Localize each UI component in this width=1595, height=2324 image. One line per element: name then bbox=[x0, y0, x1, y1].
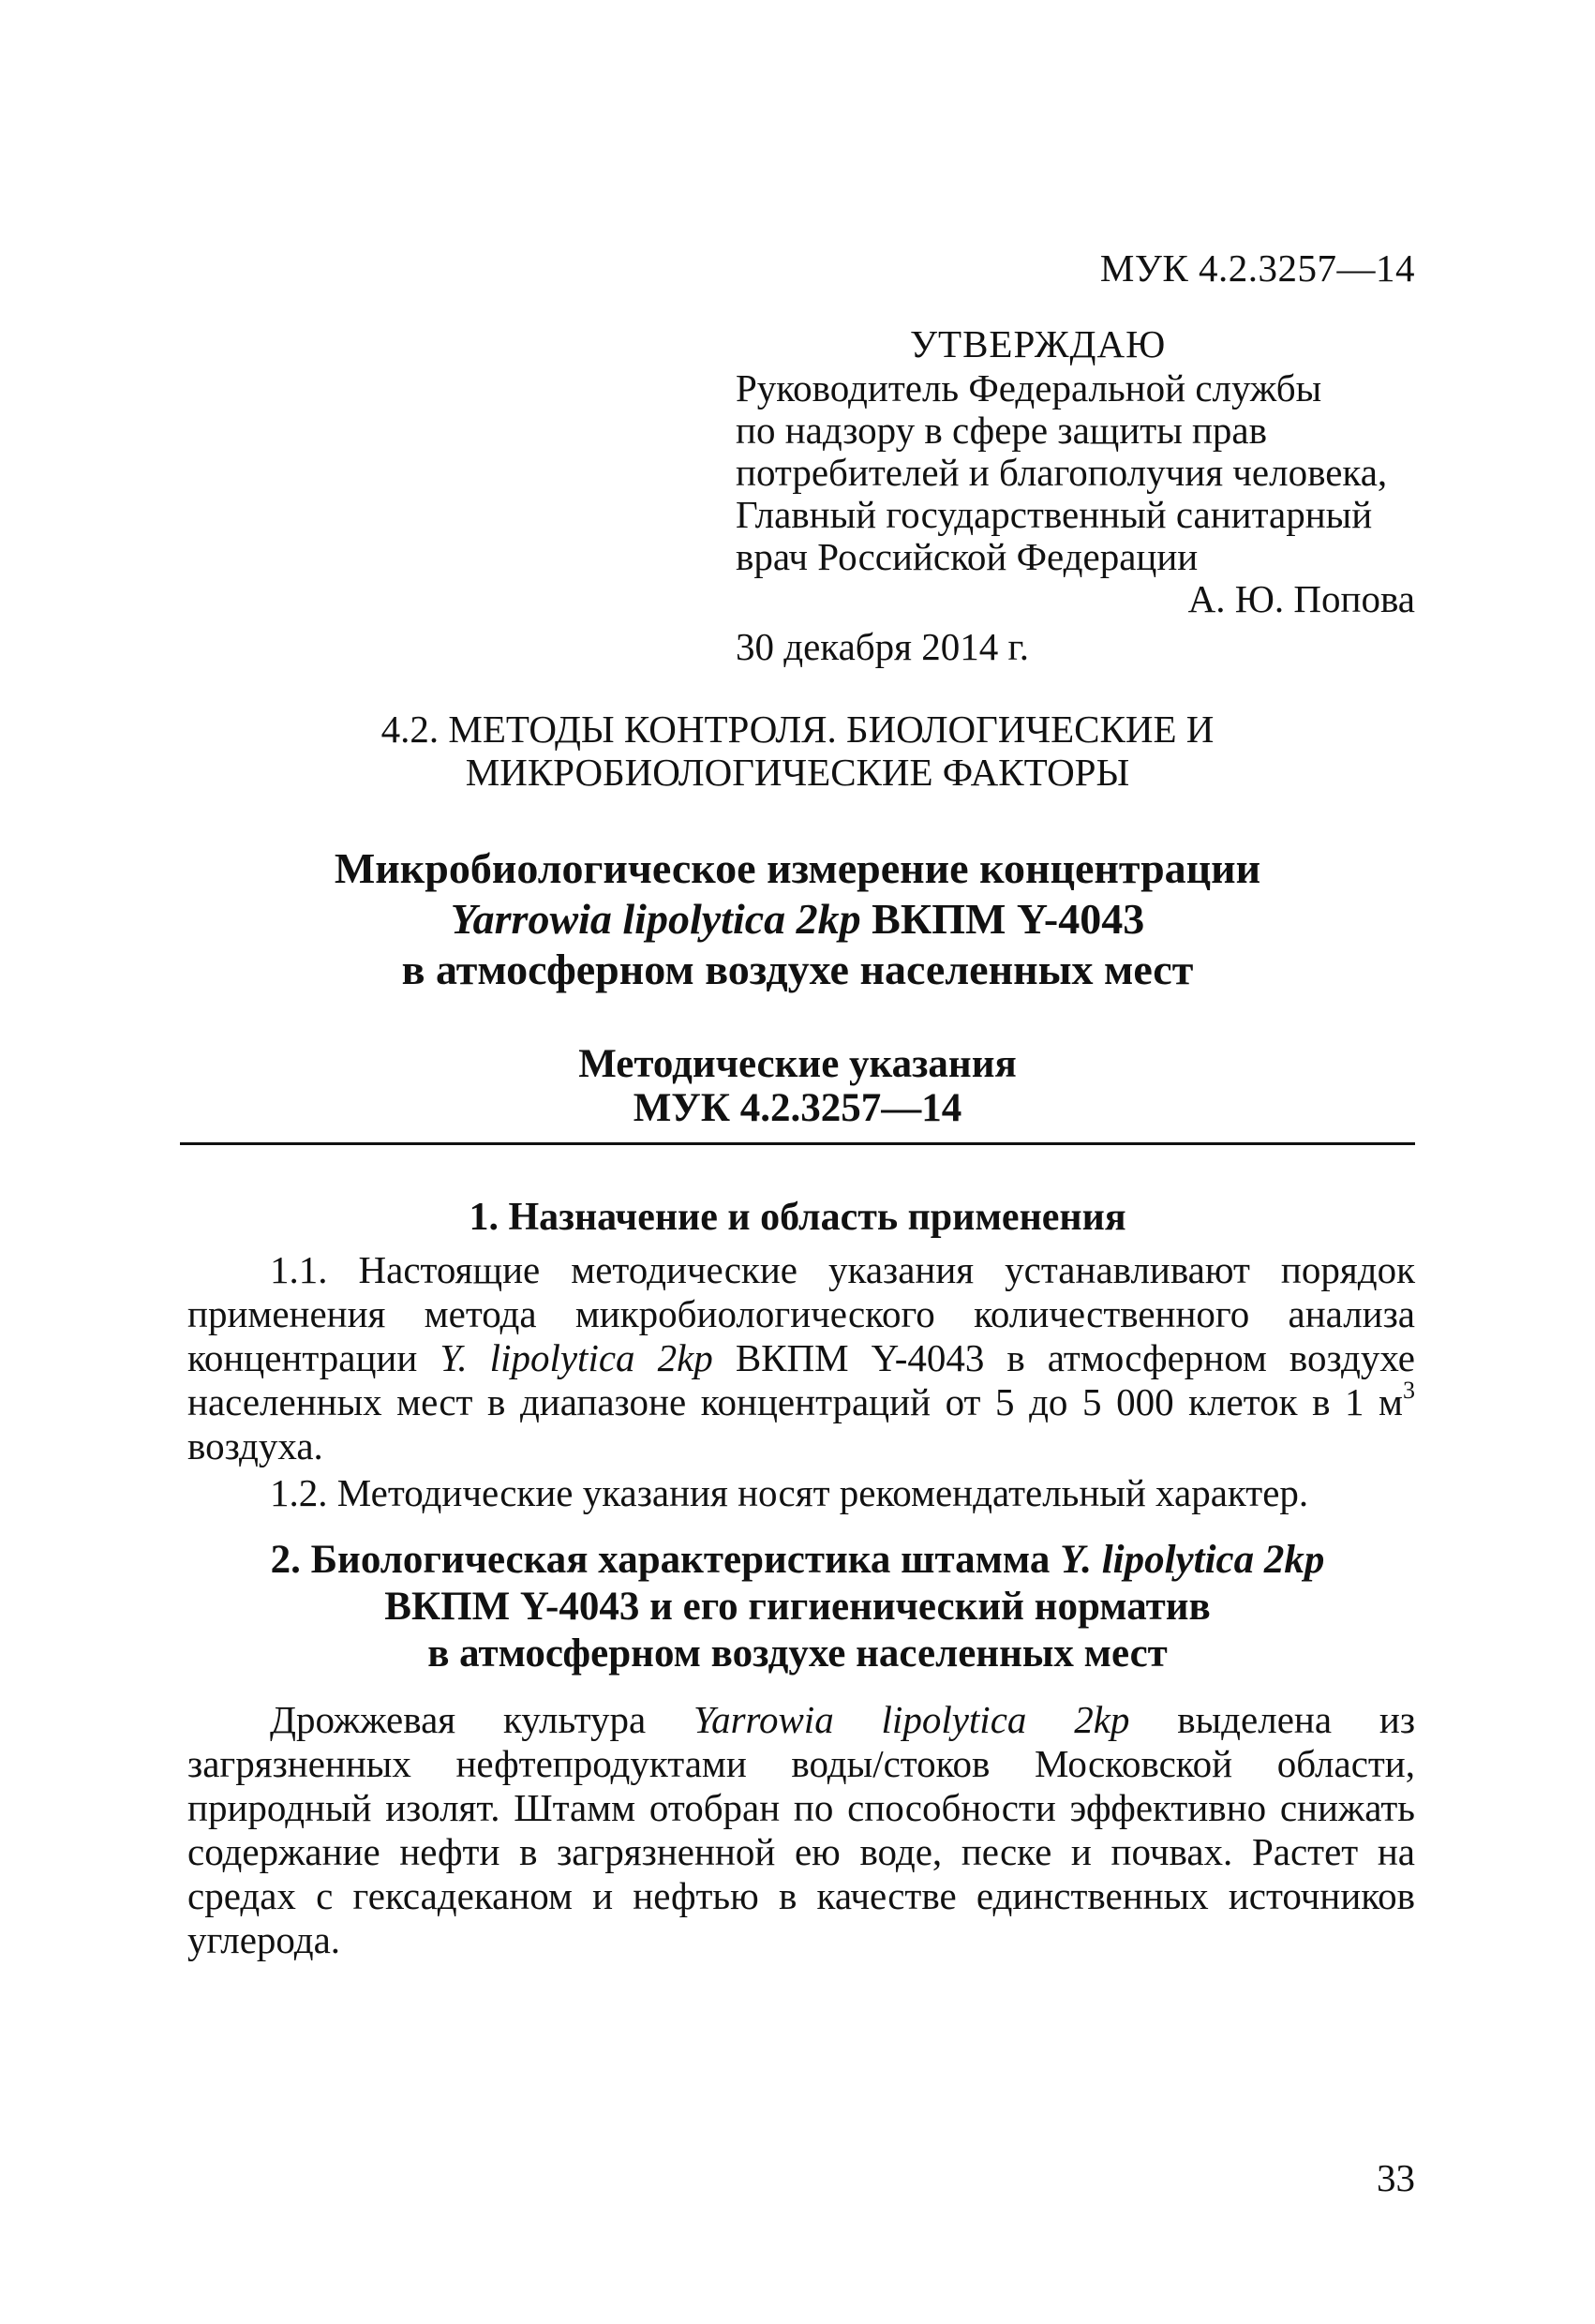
title-divider bbox=[180, 1142, 1415, 1145]
section-classification-line: 4.2. МЕТОДЫ КОНТРОЛЯ. БИОЛОГИЧЕСКИЕ И bbox=[380, 708, 1215, 751]
heading-text: 2. Биологическая характеристика штамма bbox=[270, 1538, 1061, 1582]
superscript: 3 bbox=[1403, 1377, 1415, 1404]
approver-name: А. Ю. Попова bbox=[1187, 577, 1415, 620]
approval-date: 30 декабря 2014 г. bbox=[736, 625, 1029, 668]
guidelines-label: Методические указания bbox=[578, 1042, 1017, 1086]
title-strain-code: ВКПМ Y-4043 bbox=[860, 895, 1145, 943]
approver-position-line: Главный государственный санитарный bbox=[736, 493, 1373, 536]
section-classification-line: МИКРОБИОЛОГИЧЕСКИЕ ФАКТОРЫ bbox=[465, 751, 1130, 794]
paragraph-text: Дрожжевая культура bbox=[270, 1698, 694, 1741]
paragraph-text: выделена из загрязненных нефтепродуктами воды/стоков Московской области, природный изолят. Штамм отобран по способности эффективно снижать содержание нефти в загрязненной ею воде, песке и почвах. Растет на средах с гексадеканом и нефтью в качестве единственных источников углерода. bbox=[187, 1698, 1416, 1961]
heading-line: в атмосферном воздухе населенных мест bbox=[427, 1631, 1168, 1676]
approver-position-line: по надзору в сфере защиты прав bbox=[736, 409, 1267, 452]
species-name: Yarrowia lipolytica 2kp bbox=[693, 1698, 1130, 1741]
paragraph-text: ВКПМ Y-4043 в атмосферном воздухе населенных мест в диапазоне концентраций от 5 до 5 000 клеток в 1 м bbox=[187, 1336, 1415, 1423]
approver-position-line: врач Российской Федерации bbox=[736, 535, 1199, 578]
section-1-heading: 1. Назначение и область применения bbox=[469, 1196, 1126, 1239]
page-number: 33 bbox=[1377, 2156, 1415, 2199]
document-title bbox=[187, 843, 1408, 995]
paragraph-text: 1.1. Настоящие методические указания устанавливают порядок применения метода микробиологического количественного анализа концентрации bbox=[187, 1248, 1415, 1379]
document-code: МУК 4.2.3257—14 bbox=[1099, 246, 1415, 290]
species-name: Y. lipolytica 2kp bbox=[440, 1336, 713, 1379]
section-2-heading bbox=[187, 1537, 1408, 1677]
approver-position-line: Руководитель Федеральной службы bbox=[736, 366, 1322, 410]
approval-block bbox=[736, 323, 1415, 668]
paragraph-2 bbox=[187, 1698, 1415, 1962]
guidelines-code: МУК 4.2.3257—14 bbox=[633, 1086, 962, 1130]
paragraph-1-1 bbox=[187, 1248, 1415, 1468]
title-line bbox=[187, 894, 1408, 945]
title-species-name: Yarrowia lipolytica 2kp bbox=[450, 895, 861, 943]
paragraph-text: воздуха. bbox=[187, 1424, 323, 1467]
guidelines-title bbox=[187, 1042, 1408, 1130]
title-line: в атмосферном воздухе населенных мест bbox=[401, 946, 1194, 993]
approval-heading: УТВЕРЖДАЮ bbox=[910, 322, 1167, 365]
heading-line bbox=[187, 1537, 1408, 1584]
approver-position-line: потребителей и благополучия человека, bbox=[736, 451, 1388, 494]
title-line: Микробиологическое измерение концентрации bbox=[334, 844, 1261, 892]
paragraph-1-2: 1.2. Методические указания носят рекомендательный характер. bbox=[270, 1471, 1309, 1514]
heading-species-name: Y. lipolytica 2kp bbox=[1060, 1538, 1325, 1582]
section-classification bbox=[187, 708, 1408, 794]
heading-line: ВКПМ Y-4043 и его гигиенический норматив bbox=[384, 1585, 1211, 1629]
